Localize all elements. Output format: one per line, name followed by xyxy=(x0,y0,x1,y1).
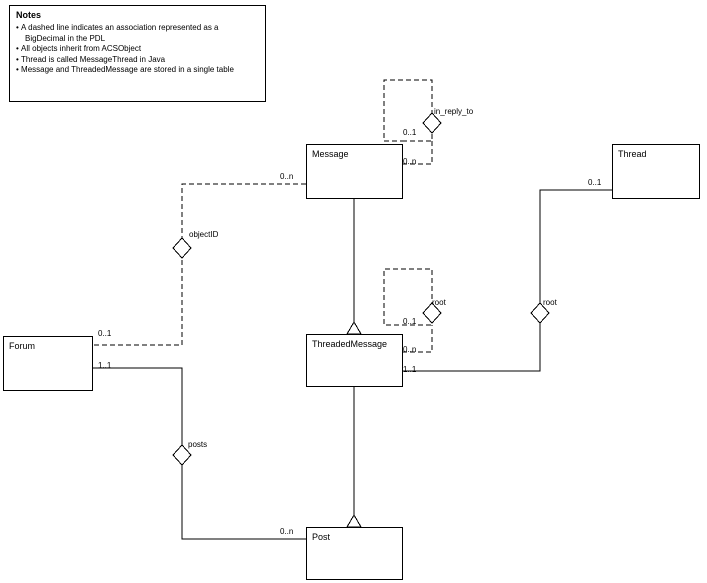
association-label-objectid: objectID xyxy=(189,230,219,239)
multiplicity-message-reply-bottom: 0..n xyxy=(403,157,417,166)
multiplicity-forum-objectid: 0..1 xyxy=(98,329,112,338)
note-item: • A dashed line indicates an association represented as a BigDecimal in the PDL xyxy=(16,23,259,44)
notes-box xyxy=(9,5,266,102)
multiplicity-message-reply-top: 0..1 xyxy=(403,128,417,137)
class-name-post: Post xyxy=(312,532,331,542)
multiplicity-post-posts: 0..n xyxy=(280,527,294,536)
class-box-post[interactable] xyxy=(306,527,403,580)
note-item: • Thread is called MessageThread in Java xyxy=(16,55,259,66)
class-name-forum: Forum xyxy=(9,341,36,351)
notes-title: Notes xyxy=(16,10,42,20)
note-item: • All objects inherit from ACSObject xyxy=(16,44,259,55)
class-box-threadedmessage[interactable] xyxy=(306,334,403,387)
class-name-message: Message xyxy=(312,149,349,159)
class-box-forum[interactable] xyxy=(3,336,93,391)
note-item: • Message and ThreadedMessage are stored in a single table xyxy=(16,65,259,76)
multiplicity-tmsg-thread: 1..1 xyxy=(403,365,417,374)
association-label-posts: posts xyxy=(188,440,208,449)
multiplicity-thread-root: 0..1 xyxy=(588,178,602,187)
class-name-thread: Thread xyxy=(618,149,647,159)
class-box-thread[interactable] xyxy=(612,144,700,199)
association-label-root-right: root xyxy=(543,298,557,307)
multiplicity-message-objectid: 0..n xyxy=(280,172,294,181)
class-box-message[interactable] xyxy=(306,144,403,199)
notes-list xyxy=(16,23,259,76)
multiplicity-forum-posts: 1..1 xyxy=(98,361,112,370)
association-label-in-reply-to: in_reply_to xyxy=(434,107,474,116)
association-label-root-left: root xyxy=(432,298,446,307)
multiplicity-tmsg-root-top: 0..1 xyxy=(403,317,417,326)
class-name-threadedmessage: ThreadedMessage xyxy=(312,339,388,349)
multiplicity-tmsg-root-bottom: 0..n xyxy=(403,345,417,354)
